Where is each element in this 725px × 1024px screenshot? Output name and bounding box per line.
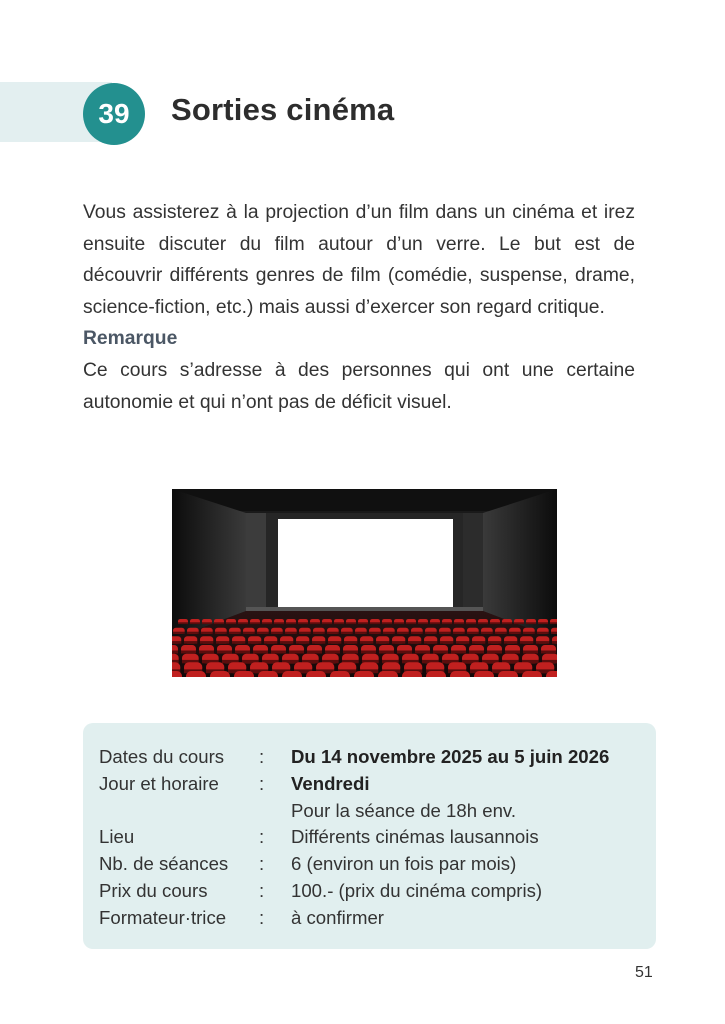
detail-value: Différents cinémas lausannois <box>291 826 539 848</box>
course-info-box <box>83 723 656 949</box>
seat-shadow <box>467 632 479 634</box>
seat-shadow <box>285 632 297 634</box>
seat-shadow <box>478 622 488 624</box>
seat-shadow <box>502 622 512 624</box>
seat-shadow <box>250 622 260 624</box>
seat-shadow <box>325 651 340 654</box>
seat <box>258 671 278 677</box>
seat-shadow <box>397 632 409 634</box>
seat-shadow <box>379 651 394 654</box>
seat-shadow <box>343 651 358 654</box>
course-number-badge: 39 <box>83 83 145 145</box>
detail-extra: Pour la séance de 18h env. <box>291 799 517 821</box>
page-title: Sorties cinéma <box>171 92 395 127</box>
seat-shadow <box>190 622 200 624</box>
detail-row <box>99 771 609 798</box>
detail-value: 100.- (prix du cinéma compris) <box>291 879 543 901</box>
seat <box>402 671 422 677</box>
seat-shadow <box>361 651 376 654</box>
detail-colon: : <box>259 746 265 767</box>
seat-shadow <box>360 641 373 644</box>
detail-row <box>99 744 609 771</box>
seat-shadow <box>418 622 428 624</box>
seat-shadow <box>298 622 308 624</box>
seat <box>474 671 494 677</box>
detail-colon: : <box>259 826 265 848</box>
seat <box>210 671 230 677</box>
seat-shadow <box>383 632 395 634</box>
detail-row <box>99 851 609 878</box>
detail-colon: : <box>259 772 265 794</box>
seat-shadow <box>289 651 304 654</box>
seat-shadow <box>369 632 381 634</box>
seat-shadow <box>454 622 464 624</box>
seat-shadow <box>322 622 332 624</box>
seat-shadow <box>355 632 367 634</box>
detail-label: Dates du cours <box>99 746 225 767</box>
seat <box>306 671 326 677</box>
seat-shadow <box>453 632 465 634</box>
seat <box>498 671 518 677</box>
page-number: 51 <box>635 964 653 981</box>
seat-shadow <box>526 622 536 624</box>
seat-shadow <box>173 632 185 634</box>
seat-shadow <box>408 641 421 644</box>
movie-screen <box>278 519 453 608</box>
seat-shadow <box>552 641 557 644</box>
detail-row <box>99 878 609 905</box>
detail-row <box>99 905 609 932</box>
seat-shadow <box>523 651 538 654</box>
detail-label: Prix du cours <box>99 879 208 901</box>
seat-shadow <box>481 632 493 634</box>
detail-colon: : <box>259 853 265 875</box>
seat-shadow <box>181 651 196 654</box>
seat-shadow <box>262 622 272 624</box>
description-paragraph: Vous assisterez à la projection d’un film dans un cinéma et irez ensuite discuter du film autour d’un verre. Le but est de découvrir différents genres de film (comédie, suspense, drame, science-fiction, etc.) mais aussi d’exercer son regard critique. <box>83 202 635 318</box>
course-description <box>83 197 635 418</box>
seat-shadow <box>235 651 250 654</box>
seat-shadow <box>406 622 416 624</box>
seat-shadow <box>488 641 501 644</box>
remark-heading: Remarque <box>83 328 178 350</box>
seat-shadow <box>430 622 440 624</box>
detail-row-continuation <box>99 798 609 825</box>
cinema-photo <box>172 489 557 677</box>
seat-shadow <box>439 632 451 634</box>
seat-shadow <box>411 632 423 634</box>
seat-shadow <box>243 632 255 634</box>
seat-shadow <box>202 622 212 624</box>
seat-shadow <box>334 622 344 624</box>
seat-shadow <box>466 622 476 624</box>
course-details-table <box>99 744 609 932</box>
seat-shadow <box>392 641 405 644</box>
seat-shadow <box>286 622 296 624</box>
seat-shadow <box>271 651 286 654</box>
seat-shadow <box>376 641 389 644</box>
seat-shadow <box>536 641 549 644</box>
seat-shadow <box>424 641 437 644</box>
seat-shadow <box>307 651 322 654</box>
detail-label: Formateur·trice <box>99 906 227 928</box>
seat-shadow <box>538 622 548 624</box>
seat-shadow <box>178 622 188 624</box>
detail-value: Vendredi <box>291 772 370 794</box>
seat-shadow <box>456 641 469 644</box>
seat-shadow <box>370 622 380 624</box>
seat-shadow <box>313 632 325 634</box>
seat <box>282 671 302 677</box>
seat-shadow <box>551 632 557 634</box>
seat-shadow <box>214 622 224 624</box>
seat-shadow <box>487 651 502 654</box>
seat-shadow <box>346 622 356 624</box>
seat-shadow <box>541 651 556 654</box>
detail-label: Lieu <box>99 826 135 848</box>
seat-shadow <box>451 651 466 654</box>
seat-shadow <box>216 641 229 644</box>
seat-shadow <box>433 651 448 654</box>
detail-colon: : <box>259 906 265 928</box>
seat-shadow <box>264 641 277 644</box>
seat-shadow <box>229 632 241 634</box>
seat-shadow <box>199 651 214 654</box>
seat-shadow <box>201 632 213 634</box>
seat-shadow <box>296 641 309 644</box>
seat-shadow <box>280 641 293 644</box>
seat <box>354 671 374 677</box>
detail-value: à confirmer <box>291 906 384 928</box>
seat-shadow <box>509 632 521 634</box>
detail-label: Jour et horaire <box>99 772 219 794</box>
seat-shadow <box>382 622 392 624</box>
seat-shadow <box>253 651 268 654</box>
seat <box>450 671 470 677</box>
seat-shadow <box>310 622 320 624</box>
seat-shadow <box>344 641 357 644</box>
seat-shadow <box>238 622 248 624</box>
seat-shadow <box>226 622 236 624</box>
seat-shadow <box>271 632 283 634</box>
seat-shadow <box>523 632 535 634</box>
seat-shadow <box>490 622 500 624</box>
seat-shadow <box>172 651 178 654</box>
seat-shadow <box>504 641 517 644</box>
seat-shadow <box>172 641 181 644</box>
detail-label: Nb. de séances <box>99 853 229 875</box>
seat-shadow <box>232 641 245 644</box>
seat-shadow <box>514 622 524 624</box>
seat-shadow <box>187 632 199 634</box>
seat-shadow <box>425 632 437 634</box>
seat-shadow <box>440 641 453 644</box>
seat-shadow <box>358 622 368 624</box>
seat-shadow <box>299 632 311 634</box>
seat-shadow <box>328 641 341 644</box>
seat-shadow <box>397 651 412 654</box>
seat-shadow <box>248 641 261 644</box>
seat-shadow <box>341 632 353 634</box>
seat-shadow <box>215 632 227 634</box>
seat-shadow <box>184 641 197 644</box>
seat-shadow <box>469 651 484 654</box>
seat-shadow <box>495 632 507 634</box>
seat <box>378 671 398 677</box>
seat-shadow <box>537 632 549 634</box>
seat-shadow <box>274 622 284 624</box>
seat <box>522 671 542 677</box>
detail-value: Du 14 novembre 2025 au 5 juin 2026 <box>291 746 610 767</box>
remark-text: Ce cours s’adresse à des personnes qui ont une certaine autonomie et qui n’ont pas de déficit visuel. <box>83 359 635 413</box>
seat <box>186 671 206 677</box>
seat-shadow <box>200 641 213 644</box>
seat <box>330 671 350 677</box>
seat-shadow <box>550 622 557 624</box>
cinema-illustration <box>172 489 557 677</box>
seat <box>426 671 446 677</box>
seat-shadow <box>394 622 404 624</box>
detail-row <box>99 824 609 851</box>
seat-shadow <box>472 641 485 644</box>
seat-shadow <box>312 641 325 644</box>
detail-colon: : <box>259 879 265 901</box>
seat-shadow <box>415 651 430 654</box>
seat <box>234 671 254 677</box>
seat-shadow <box>505 651 520 654</box>
seat-shadow <box>520 641 533 644</box>
seat-shadow <box>257 632 269 634</box>
seat-shadow <box>217 651 232 654</box>
seat-shadow <box>327 632 339 634</box>
seat-shadow <box>442 622 452 624</box>
detail-value: 6 (environ un fois par mois) <box>291 853 517 875</box>
